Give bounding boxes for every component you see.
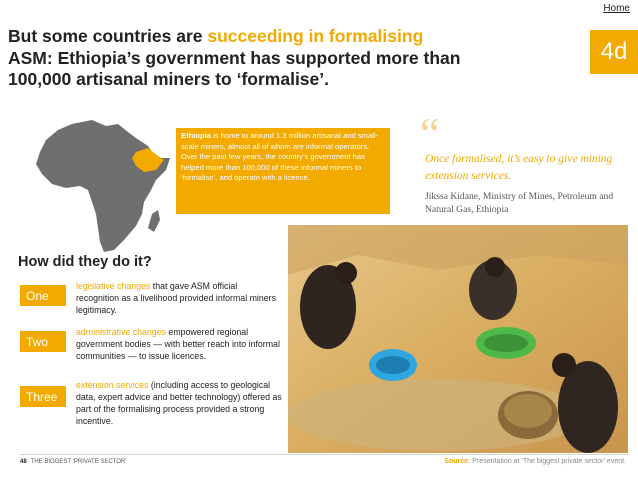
headline-accent: succeeding in formalising [207,26,424,46]
step-text-three [76,379,282,427]
ethiopia-callout [176,128,390,214]
green-pan-inner [484,334,528,352]
step-label-two: Two [20,331,66,352]
footer-left [20,459,127,465]
document-title: THE BIGGEST ‘PRIVATE SECTOR’ [30,459,127,465]
callout-country: Ethiopia [181,131,211,140]
miner-center-head [485,257,505,277]
step-body-two: empowered regional government bodies — with better reach into informal communities — to issue licences. [76,327,280,361]
step-text-one [76,280,282,316]
page-title [8,26,498,91]
miners-photo [288,225,628,453]
headline-rest: ASM: Ethiopia’s government has supported more than 100,000 artisanal miners to ‘formalise’. [8,47,461,89]
step-body-one: that gave ASM official recognition as a livelihood provided informal miners legitimacy. [76,281,276,315]
gravel-basket-fill [504,394,552,428]
step-highlight-two: administrative changes [76,327,166,337]
step-label-three: Three [20,386,66,407]
africa-shape [36,120,170,252]
home-link[interactable]: Home [603,3,630,14]
callout-paragraph-2: Over the past few years, the country’s government has helped more than 100,000 of these informal miners to ‘formalise’, and operate with a licence. [181,152,365,182]
step-label-one: One [20,285,66,306]
section-subheading: How did they do it? [18,254,152,270]
section-number-tab: 4d [590,30,638,74]
quote-text: Once formalised, it’s easy to give mining extension services. [425,153,613,182]
step-body-three: (including access to geological data, expert advice and better technology) offered as part of the formalising process provided a strong incentive. [76,380,282,426]
madagascar-shape [148,210,160,232]
step-text-two [76,326,282,362]
footer-divider [20,454,628,455]
miner-right-head [552,353,576,377]
page-number: 48 [20,459,27,465]
step-highlight-three: extension services [76,380,149,390]
quote-attribution: Jikssa Kidane, Ministry of Mines, Petroleum and Natural Gas, Ethiopia [425,191,614,215]
step-highlight-one: legislative changes [76,281,151,291]
africa-map [32,118,188,258]
headline-prefix: But some countries are [8,26,208,46]
miner-left-head [335,262,357,284]
quote-mark-icon: “ [420,109,440,158]
source-text: Presentation at ‘The biggest private sector’ event. [470,458,626,465]
callout-paragraph-1 [181,131,386,152]
blue-pan-left-inner [376,356,410,374]
source-label: Source: [444,458,471,465]
callout-text-1: is home to around 1.3 million artisanal and small-scale miners, almost all of whom are informal operators. [181,131,379,151]
source-note [444,458,626,465]
